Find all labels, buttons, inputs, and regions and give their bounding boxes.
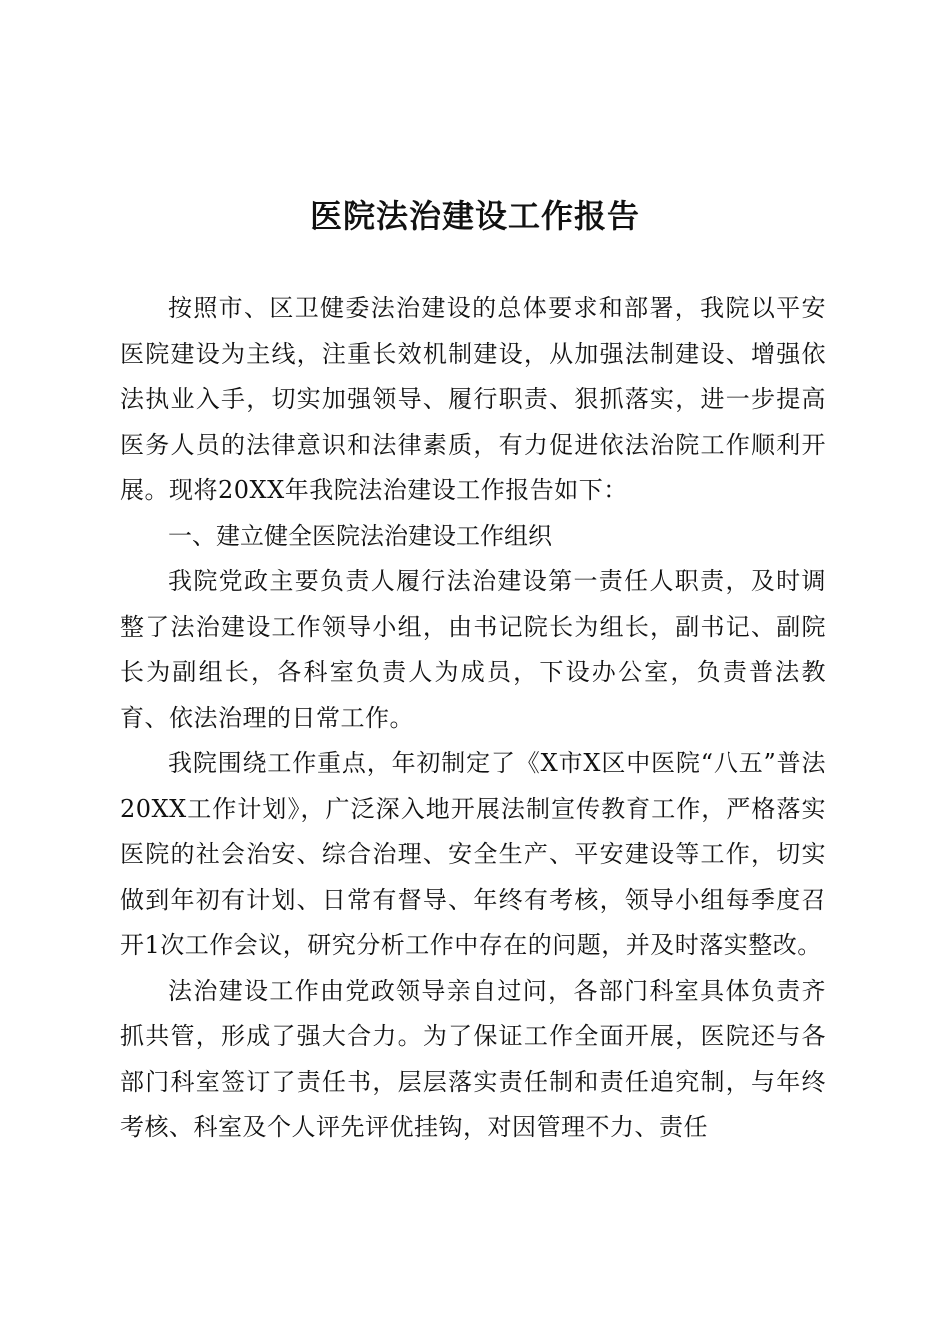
body-paragraph: 法治建设工作由党政领导亲自过问，各部门科室具体负责齐抓共管，形成了强大合力。为了保证工作全面开展，医院还与各部门科室签订了责任书，层层落实责任制和责任追究制，与年终考核、科室及个人评先评优挂钩，对因管理不力、责任: [120, 976, 826, 1141]
document-body: [120, 286, 826, 1151]
intro-paragraph: 按照市、区卫健委法治建设的总体要求和部署，我院以平安医院建设为主线，注重长效机制建设，从加强法制建设、增强依法执业入手，切实加强领导、履行职责、狠抓落实，进一步提高医务人员的法律意识和法律素质，有力促进依法治院工作顺利开展。现将20XX年我院法治建设工作报告如下：: [120, 294, 826, 504]
section-heading: 一、建立健全医院法治建设工作组织: [168, 521, 552, 550]
document-title: 医院法治建设工作报告: [309, 197, 640, 235]
body-paragraph: 我院党政主要负责人履行法治建设第一责任人职责，及时调整了法治建设工作领导小组，由书记院长为组长，副书记、副院长为副组长，各科室负责人为成员，下设办公室，负责普法教育、依法治理的日常工作。: [120, 567, 826, 732]
body-paragraph: 我院围绕工作重点，年初制定了《X市X区中医院“八五”普法20XX工作计划》，广泛深入地开展法制宣传教育工作，严格落实医院的社会治安、综合治理、安全生产、平安建设等工作，切实做到年初有计划、日常有督导、年终有考核，领导小组每季度召开1次工作会议，研究分析工作中存在的问题，并及时落实整改。: [120, 749, 826, 959]
